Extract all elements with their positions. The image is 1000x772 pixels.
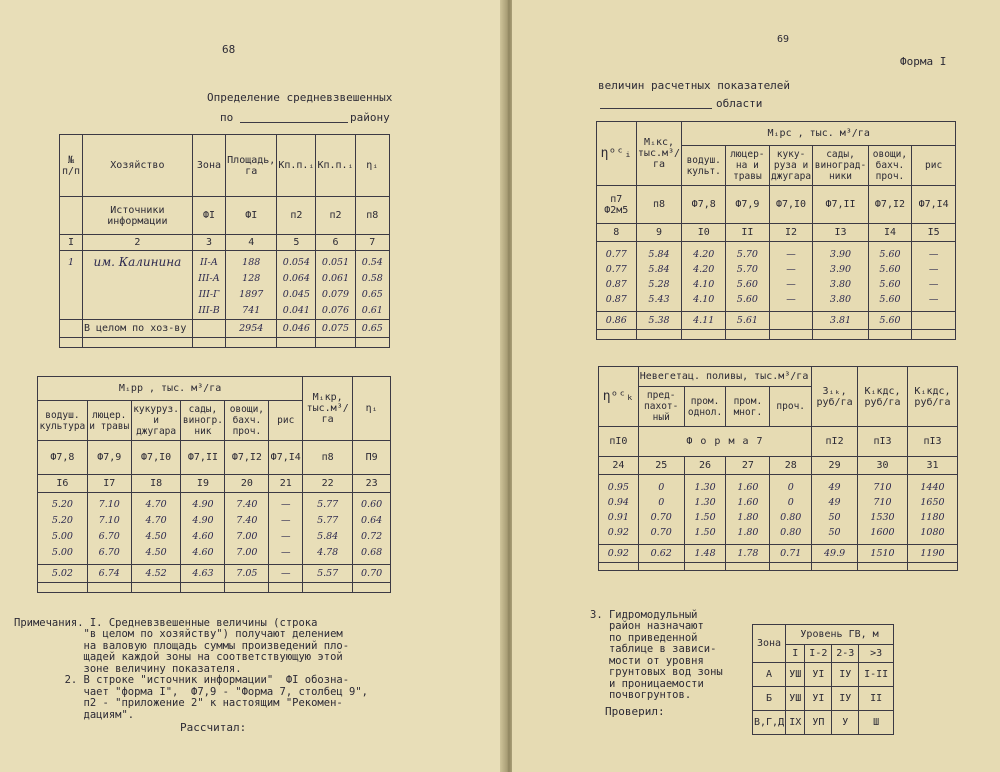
cell: 1530 [870, 511, 895, 523]
cell: 0.80 [780, 526, 802, 538]
sub-header: проч. [770, 387, 812, 427]
cell: 4.50 [145, 546, 167, 558]
source-cell: п8 [636, 186, 682, 224]
total-cell: 1.48 [684, 545, 726, 563]
cell: 5.70 [736, 263, 758, 275]
cell: 5.84 [317, 530, 339, 542]
gw-level: >3 [859, 645, 894, 663]
cell: — [786, 263, 796, 275]
total-cell: 7.05 [225, 565, 269, 583]
cell: 5.00 [51, 546, 73, 558]
source-cell: п2 [277, 197, 316, 235]
note-line: и проницаемости [590, 677, 704, 690]
zone-value: III-А [198, 273, 220, 284]
total-cell: 4.52 [131, 565, 181, 583]
cell: 5.60 [879, 278, 901, 290]
cell: 0.87 [605, 293, 627, 305]
cell: 0.94 [607, 496, 629, 508]
source-cell: пI0 [599, 427, 639, 457]
cell: 5.84 [648, 263, 670, 275]
note-line: зоне величину показателя. [14, 662, 242, 675]
cell: 1.60 [737, 496, 759, 508]
col-number: 25 [638, 457, 684, 475]
district-blank [240, 122, 348, 123]
source-cell: п8 [355, 197, 389, 235]
cell: 0 [787, 481, 794, 493]
th-k1: Kп.п.ᵢ [277, 135, 316, 197]
sub-header: овощи, бахч. проч. [868, 146, 912, 186]
sub-header: люцер. и травы [87, 401, 131, 441]
total-cell: 0.86 [597, 312, 637, 330]
cell: 5.00 [51, 530, 73, 542]
total-cell: 3.81 [813, 312, 868, 330]
cell: 7.40 [236, 498, 258, 510]
col-number: I4 [868, 224, 912, 242]
col-number: I9 [181, 475, 225, 493]
col-number: 30 [858, 457, 908, 475]
notes-block [14, 606, 368, 733]
col-number: I7 [87, 475, 131, 493]
col-number: I [60, 235, 83, 251]
sub-header: сады, виноград-ники [813, 146, 868, 186]
cell: 4.10 [693, 293, 715, 305]
note-line: мости от уровня [590, 654, 704, 667]
cell: 6.70 [98, 530, 120, 542]
cell: 1180 [920, 511, 945, 523]
k2-header: Kᵢкдс, руб/га [907, 367, 957, 427]
z-header: Зᵢₖ, руб/га [812, 367, 858, 427]
source-cell: Ф7,II [813, 186, 868, 224]
source-cell: п8 [303, 441, 353, 475]
col-number: II [726, 224, 770, 242]
cell: 5.84 [648, 248, 670, 260]
col-number: 3 [192, 235, 225, 251]
source-cell: Ф7,8 [38, 441, 88, 475]
note-line: Примечания. I. Средневзвешенные величины (строка [14, 616, 318, 629]
col-number: I3 [813, 224, 868, 242]
cell: — [928, 293, 939, 305]
total-cell: 1190 [907, 545, 957, 563]
gw-cell: IУ [832, 687, 859, 711]
cell: 4.20 [693, 248, 715, 260]
k1-value: 0.041 [282, 305, 310, 316]
note-line: грунтовых вод зоны [590, 666, 723, 678]
form-label: Форма I [900, 55, 947, 68]
cell: 3.90 [829, 263, 852, 275]
area-value: 188 [242, 257, 261, 268]
page-number-right: 69 [777, 34, 790, 45]
cell: 6.70 [98, 546, 120, 558]
eta-value: 0.61 [361, 305, 383, 316]
k1-header: Kᵢкдс, руб/га [858, 367, 908, 427]
cell: 0 [787, 496, 794, 508]
cell: 4.50 [145, 530, 167, 542]
eta-value: 0.54 [361, 257, 383, 268]
source-cell: ФI [226, 197, 277, 235]
source-cell: пI3 [907, 427, 957, 457]
gw-zone-header: Зона [753, 625, 786, 663]
cell: 5.60 [879, 293, 901, 305]
total-cell: 5.61 [726, 312, 770, 330]
total-area: 2954 [226, 320, 277, 338]
cell: 1080 [920, 526, 945, 538]
title-line-1-right: величин расчетных показателей [598, 79, 791, 92]
col-number: 24 [599, 457, 639, 475]
k2-value: 0.079 [321, 289, 350, 300]
col-number: 29 [812, 457, 858, 475]
total-cell: 6.74 [87, 565, 131, 583]
cell: 3.80 [829, 278, 852, 290]
total-cell: 0.92 [599, 545, 639, 563]
group-header: Мᵢрр , тыс. м³/га [38, 377, 303, 401]
cell: — [786, 248, 796, 260]
k2-value: 0.061 [321, 273, 350, 284]
title-line-1: Определение средневзвешенных [207, 91, 393, 104]
sub-header: водуш. культ. [682, 146, 726, 186]
cell: 1600 [870, 526, 895, 538]
k1-value: 0.045 [282, 289, 310, 300]
total-cell: 5.57 [303, 565, 353, 583]
farm-name: им. Калинина [82, 251, 192, 320]
cell: 4.10 [693, 278, 715, 290]
note-line: п2 - "приложение 2" к настоящим "Рекомен- [14, 697, 343, 709]
sub-header: пром. однол. [684, 387, 726, 427]
cell: 3.90 [829, 248, 852, 260]
cell: 5.60 [736, 278, 758, 290]
eta-value: 0.58 [361, 273, 383, 284]
group-header-right: Мᵢрс , тыс. м³/га [682, 122, 956, 146]
total-cell: 5.02 [38, 565, 88, 583]
cell: — [280, 546, 291, 558]
source-cell: Ф7,I2 [225, 441, 269, 475]
gw-cell: IУ [832, 663, 859, 687]
note-line: по приведенной [590, 631, 698, 644]
page-number-left: 68 [222, 43, 236, 56]
cell: 4.90 [192, 514, 214, 526]
note-line: чает "форма I", Ф7,9 - "Форма 7, столбец 9", [14, 685, 369, 698]
gw-cell: I-II [859, 663, 894, 687]
cell: — [786, 278, 796, 290]
sub-header: люцер-на и травы [726, 146, 770, 186]
zone-value: III-Г [198, 289, 220, 300]
col-number: I5 [912, 224, 956, 242]
col-number: 7 [355, 235, 389, 251]
total-cell: 0.62 [638, 545, 684, 563]
total-cell: 0.70 [353, 565, 391, 583]
signature-calculated: Рассчитал: [180, 721, 247, 734]
cell: 7.40 [236, 514, 258, 526]
area-value: 741 [242, 305, 261, 316]
cell: 1.60 [737, 481, 759, 493]
total-cell: — [269, 565, 303, 583]
sub-header: куку-руза и джугара [769, 146, 813, 186]
sub-header: пром. мног. [726, 387, 770, 427]
source-cell: Ф7,I4 [269, 441, 303, 475]
total-cell: 1.78 [726, 545, 770, 563]
col-number: 28 [770, 457, 812, 475]
source-cell: пI3 [858, 427, 908, 457]
source-cell: Ф7,I0 [131, 441, 181, 475]
cell: 0.60 [361, 498, 383, 510]
gw-level-header: Уровень ГВ, м [786, 625, 894, 645]
nonveg-header: Невегетац. поливы, тыс.м³/га [638, 367, 811, 387]
cell: 5.60 [879, 248, 901, 260]
cell: 1.80 [737, 526, 759, 538]
cell: 4.90 [192, 498, 214, 510]
table-water-rates-left [37, 376, 391, 593]
source-cell: Ф7,9 [87, 441, 131, 475]
th-farm: Хозяйство [82, 135, 192, 197]
cell: 710 [873, 496, 892, 508]
cell: 50 [828, 526, 841, 538]
total-cell [912, 312, 956, 330]
cell: 50 [828, 511, 841, 523]
eta-oc-header: ηᵒᶜᵢ [597, 122, 637, 186]
cell: 4.70 [145, 498, 167, 510]
title-line-2-right: области [716, 97, 763, 110]
cell: — [280, 530, 291, 542]
cell: 7.00 [236, 546, 258, 558]
source-cell: п2 [316, 197, 355, 235]
total-cell: 4.11 [682, 312, 726, 330]
cell: 5.77 [317, 514, 339, 526]
cell: 0.77 [605, 248, 627, 260]
cell: 1.50 [694, 511, 716, 523]
k1-value: 0.064 [282, 273, 310, 284]
note-line: таблице в зависи- [590, 643, 717, 655]
total-cell: 49.9 [812, 545, 858, 563]
source-cell: Ф7,I0 [769, 186, 813, 224]
cell: — [280, 498, 291, 510]
cell: 1.30 [694, 481, 716, 493]
cell: — [928, 263, 939, 275]
cell: 4.70 [145, 514, 167, 526]
table-water-rates-right [596, 121, 956, 340]
total-cell: 5.38 [636, 312, 682, 330]
cell: 0 [658, 481, 665, 493]
gw-cell: Б [753, 687, 786, 711]
cell: 0.91 [607, 511, 629, 523]
col-number: 27 [726, 457, 770, 475]
cell: 7.10 [98, 498, 120, 510]
gw-cell: УI [805, 687, 832, 711]
cell: — [280, 514, 291, 526]
col-number: 31 [907, 457, 957, 475]
cell: 4.60 [192, 546, 214, 558]
total-k1: 0.046 [277, 320, 316, 338]
col-number: 9 [636, 224, 682, 242]
cell: 5.70 [736, 248, 758, 260]
total-cell: 5.60 [868, 312, 912, 330]
note-line: почвогрунтов. [590, 689, 692, 701]
col-number: 20 [225, 475, 269, 493]
col-number: 21 [269, 475, 303, 493]
cell: 1.50 [694, 526, 716, 538]
cell: 1440 [920, 481, 945, 493]
th-area: Площадь, га [226, 135, 277, 197]
col-number: I2 [769, 224, 813, 242]
cell: 49 [828, 481, 841, 493]
area-value: 1897 [239, 289, 264, 300]
sub-header: сады, виногр. ник [181, 401, 225, 441]
col-number: 6 [316, 235, 355, 251]
note-line: 3. Гидромодульный [590, 608, 698, 621]
gw-cell: А [753, 663, 786, 687]
gw-cell: УI [805, 663, 832, 687]
total-cell: 0.71 [770, 545, 812, 563]
source-cell: П9 [353, 441, 391, 475]
title-line-2-prefix: по [220, 111, 234, 124]
gw-cell: IX [786, 711, 805, 735]
row-number: 1 [60, 251, 83, 320]
cell: 0.64 [361, 514, 383, 526]
th-zone: Зона [192, 135, 225, 197]
source-cell: ФI [192, 197, 225, 235]
cell: 4.20 [693, 263, 715, 275]
eta-header: ηᵢ [353, 377, 391, 441]
cell: 5.28 [648, 278, 670, 290]
gw-cell: Ш [859, 711, 894, 735]
cell: 5.60 [879, 263, 901, 275]
sub-header: овощи, бахч. проч. [225, 401, 269, 441]
signature-checked: Проверил: [605, 705, 665, 718]
source-cell: п7 Ф2м5 [597, 186, 637, 224]
note-line: дациям". [14, 708, 135, 721]
source-cell: Ф7,9 [726, 186, 770, 224]
col-number: 5 [277, 235, 316, 251]
note-line: "в целом по хозяйству") получают делением [14, 628, 343, 640]
source-cell: пI2 [812, 427, 858, 457]
region-blank [600, 108, 712, 109]
cell: 0.72 [361, 530, 383, 542]
cell: 0.95 [607, 481, 629, 493]
cell: 0.70 [650, 526, 672, 538]
cell: 0.80 [780, 511, 802, 523]
gw-cell: У [832, 711, 859, 735]
cell: 0 [658, 496, 665, 508]
total-label: В целом по хоз-ву [82, 320, 192, 338]
th-eta: ηᵢ [355, 135, 389, 197]
area-value: 128 [242, 273, 261, 284]
cell: 7.10 [98, 514, 120, 526]
gw-cell: УШ [786, 663, 805, 687]
cell: 0.92 [607, 526, 629, 538]
cell: 0.68 [361, 546, 383, 558]
table-farms [59, 134, 390, 348]
eta-value: 0.65 [361, 289, 383, 300]
source-form7: Ф о р м а 7 [638, 427, 811, 457]
title-line-2-suffix: району [350, 111, 390, 124]
cell: 710 [873, 481, 892, 493]
k2-value: 0.051 [321, 257, 350, 268]
cell: 5.20 [51, 498, 73, 510]
sub-header: рис [912, 146, 956, 186]
gw-cell: В,Г,Д [753, 711, 786, 735]
cell: 1.80 [737, 511, 759, 523]
cell: 5.60 [736, 293, 758, 305]
source-cell: Ф7,I2 [868, 186, 912, 224]
k1-value: 0.054 [282, 257, 310, 268]
note-line: район назначают [590, 620, 704, 632]
cell: 5.77 [317, 498, 339, 510]
col-number: I6 [38, 475, 88, 493]
total-cell: 4.63 [181, 565, 225, 583]
cell: 0.70 [650, 511, 672, 523]
col-number: I0 [682, 224, 726, 242]
cell: 4.78 [317, 546, 339, 558]
note-line: на валовую площадь суммы произведений пло- [14, 639, 350, 652]
cell: — [928, 278, 939, 290]
source-cell: Ф7,I4 [912, 186, 956, 224]
th-num: № п/п [60, 135, 83, 197]
sub-header: рис [269, 401, 303, 441]
sub-header: водуш. культура [38, 401, 88, 441]
sub-header: кукуруз. и джугара [131, 401, 181, 441]
gw-level: 2-3 [832, 645, 859, 663]
source-label: Источники информации [82, 197, 192, 235]
cell: 49 [828, 496, 841, 508]
col-number: 4 [226, 235, 277, 251]
col-number: 8 [597, 224, 637, 242]
col-number: I8 [131, 475, 181, 493]
total-cell [769, 312, 813, 330]
col-number: 23 [353, 475, 391, 493]
cell: — [786, 293, 796, 305]
col-number: 2 [82, 235, 192, 251]
total-k2: 0.075 [316, 320, 355, 338]
source-cell: Ф7,II [181, 441, 225, 475]
zone-value: III-В [198, 305, 220, 316]
cell: 0.87 [605, 278, 627, 290]
col-number: 26 [684, 457, 726, 475]
table-groundwater [752, 624, 894, 735]
cell: 1.30 [694, 496, 716, 508]
cell: 7.00 [236, 530, 258, 542]
th-k2: Kп.п.ᵢ [316, 135, 355, 197]
k2-value: 0.076 [321, 305, 350, 316]
eta-k-header: ηᵒᶜₖ [599, 367, 639, 427]
cell: 4.60 [192, 530, 214, 542]
mks-header: Мᵢкс, тыс.м³/га [636, 122, 682, 186]
total-eta: 0.65 [355, 320, 389, 338]
source-cell: Ф7,8 [682, 186, 726, 224]
note-line: 2. В строке "источник информации" ФI обозна- [14, 674, 350, 686]
mkr-header: Мᵢкр, тыс.м³/га [303, 377, 353, 441]
cell: — [928, 248, 939, 260]
gw-cell: УШ [786, 687, 805, 711]
cell: 5.43 [648, 293, 670, 305]
gw-level: I [786, 645, 805, 663]
gw-level: I-2 [805, 645, 832, 663]
note-line: щадей каждой зоны на соответствующую этой [14, 651, 343, 663]
total-cell: 1510 [858, 545, 908, 563]
gw-cell: II [859, 687, 894, 711]
col-number: 22 [303, 475, 353, 493]
zone-value: II-А [200, 257, 218, 268]
cell: 1650 [920, 496, 945, 508]
cell: 0.77 [605, 263, 627, 275]
gw-cell: УП [805, 711, 832, 735]
table-nonveg-costs [598, 366, 958, 571]
cell: 3.80 [829, 293, 852, 305]
sub-header: пред-пахот-ный [638, 387, 684, 427]
cell: 5.20 [51, 514, 73, 526]
note-3 [590, 598, 723, 713]
